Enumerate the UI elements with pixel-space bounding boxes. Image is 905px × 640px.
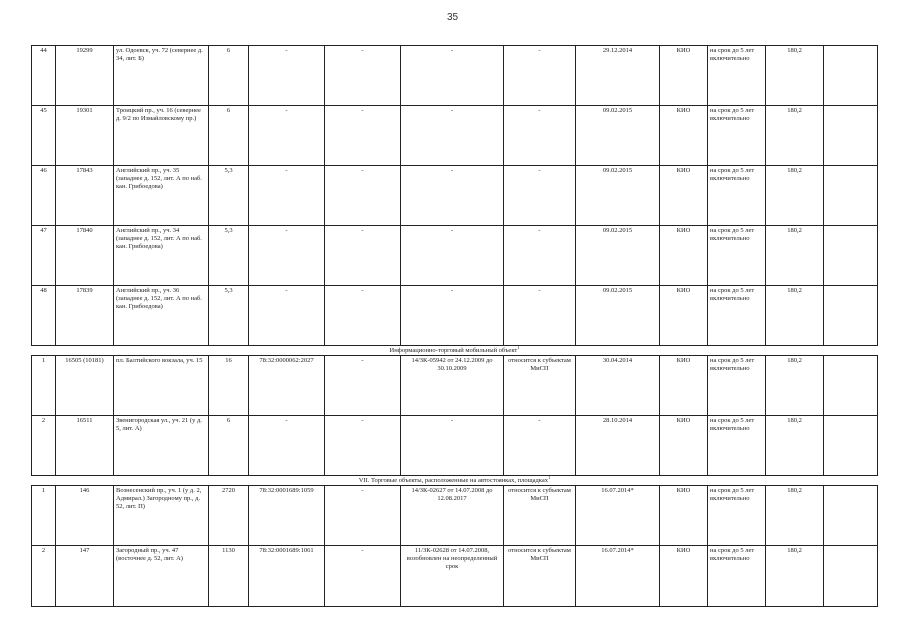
cell-term: на срок до 5 лет включительно	[708, 166, 766, 226]
cell-note: -	[504, 226, 576, 286]
footnote-marker: 1	[517, 345, 520, 350]
cell-date: 09.02.2015	[576, 166, 660, 226]
section-header	[32, 346, 878, 356]
cell-org: КИО	[660, 546, 708, 607]
cell-org: КИО	[660, 46, 708, 106]
table-row	[32, 416, 878, 476]
cell-note: относится к субъектам МиСП	[504, 356, 576, 416]
table-row	[32, 226, 878, 286]
section-title-text: Информационно-торговый мобильный объект	[389, 347, 518, 354]
cell-cadastre: -	[249, 46, 325, 106]
section-title	[32, 346, 878, 356]
cell-area: 1130	[209, 546, 249, 607]
cell-address: Английский пр., уч. 36 (западнее д. 152, лит. А по наб. кан. Грибоедова)	[114, 286, 209, 346]
table-row	[32, 486, 878, 546]
cell-num: 2	[32, 416, 56, 476]
cell-empty	[824, 226, 878, 286]
cell-address: Загородный пр., уч. 47 (восточнее д. 52, лит. А)	[114, 546, 209, 607]
section-title	[32, 476, 878, 486]
cell-code: 16511	[56, 416, 114, 476]
cell-address: ул. Одоевск, уч. 72 (севернее д. 34, лит. Б)	[114, 46, 209, 106]
cell-contract: -	[401, 46, 504, 106]
cell-date: 29.12.2014	[576, 46, 660, 106]
cell-cadastre: -	[249, 286, 325, 346]
cell-empty	[824, 286, 878, 346]
cell-area: 6	[209, 46, 249, 106]
cell-note: -	[504, 166, 576, 226]
cell-n: 180,2	[766, 486, 824, 546]
section-title-text: VII. Торговые объекты, расположенные на автостоянках, площадках	[358, 477, 548, 484]
cell-num: 48	[32, 286, 56, 346]
cell-c6: -	[325, 106, 401, 166]
cell-note: -	[504, 286, 576, 346]
cell-contract: -	[401, 166, 504, 226]
cell-date: 09.02.2015	[576, 286, 660, 346]
table-row	[32, 546, 878, 607]
cell-address: Вознесенский пр., уч. 1 (у д. 2, Адмирал.) Загородному пр., д. 52, лит. П)	[114, 486, 209, 546]
cell-n: 180,2	[766, 356, 824, 416]
cell-empty	[824, 166, 878, 226]
cell-c6: -	[325, 286, 401, 346]
cell-address: Звенигородская ул., уч. 21 (у д. 5, лит. А)	[114, 416, 209, 476]
cell-num: 44	[32, 46, 56, 106]
cell-empty	[824, 486, 878, 546]
cell-code: 19301	[56, 106, 114, 166]
cell-date: 09.02.2015	[576, 106, 660, 166]
table-row	[32, 46, 878, 106]
table-row	[32, 286, 878, 346]
cell-date: 16.07.2014*	[576, 546, 660, 607]
cell-num: 46	[32, 166, 56, 226]
cell-n: 180,2	[766, 106, 824, 166]
cell-term: на срок до 5 лет включительно	[708, 416, 766, 476]
cell-code: 147	[56, 546, 114, 607]
cell-n: 180,2	[766, 286, 824, 346]
cell-cadastre: -	[249, 226, 325, 286]
table-row	[32, 356, 878, 416]
cell-area: 6	[209, 416, 249, 476]
page-number: 35	[446, 12, 459, 23]
cell-area: 5,3	[209, 226, 249, 286]
cell-empty	[824, 356, 878, 416]
cell-contract: -	[401, 226, 504, 286]
cell-term: на срок до 5 лет включительно	[708, 46, 766, 106]
cell-address: пл. Балтийского вокзала, уч. 15	[114, 356, 209, 416]
cell-org: КИО	[660, 106, 708, 166]
cell-num: 47	[32, 226, 56, 286]
cell-empty	[824, 416, 878, 476]
cell-contract: -	[401, 286, 504, 346]
cell-c6: -	[325, 416, 401, 476]
cell-note: относится к субъектам МиСП	[504, 546, 576, 607]
cell-c6: -	[325, 46, 401, 106]
cell-cadastre: -	[249, 166, 325, 226]
cell-contract: 11/ЗК-02628 от 14.07.2008, возобновлен на неопределенный срок	[401, 546, 504, 607]
cell-address: Троицкий пр., уч. 16 (севернее д. 9/2 по Измайловскому пр.)	[114, 106, 209, 166]
cell-contract: -	[401, 416, 504, 476]
cell-term: на срок до 5 лет включительно	[708, 286, 766, 346]
cell-date: 28.10.2014	[576, 416, 660, 476]
cell-num: 1	[32, 486, 56, 546]
section-header	[32, 476, 878, 486]
cell-c6: -	[325, 546, 401, 607]
cell-term: на срок до 5 лет включительно	[708, 546, 766, 607]
cell-term: на срок до 5 лет включительно	[708, 226, 766, 286]
cell-code: 17843	[56, 166, 114, 226]
cell-contract: 14/ЗК-02627 от 14.07.2008 до 12.08.2017	[401, 486, 504, 546]
cell-note: -	[504, 416, 576, 476]
cell-org: КИО	[660, 226, 708, 286]
cell-cadastre: -	[249, 416, 325, 476]
cell-n: 180,2	[766, 166, 824, 226]
cell-cadastre: 78:32:0001689:1061	[249, 546, 325, 607]
cell-note: -	[504, 106, 576, 166]
cell-num: 1	[32, 356, 56, 416]
cell-note: -	[504, 46, 576, 106]
table-row	[32, 166, 878, 226]
cell-area: 2720	[209, 486, 249, 546]
cell-address: Английский пр., уч. 35 (западнее д. 152, лит. А по наб. кан. Грибоедова)	[114, 166, 209, 226]
cell-c6: -	[325, 486, 401, 546]
table-row	[32, 106, 878, 166]
cell-code: 17840	[56, 226, 114, 286]
cell-num: 45	[32, 106, 56, 166]
cell-org: КИО	[660, 416, 708, 476]
cell-empty	[824, 46, 878, 106]
cell-n: 180,2	[766, 416, 824, 476]
cell-cadastre: -	[249, 106, 325, 166]
cell-code: 17839	[56, 286, 114, 346]
cell-org: КИО	[660, 486, 708, 546]
cell-empty	[824, 546, 878, 607]
cell-code: 19299	[56, 46, 114, 106]
cell-n: 180,2	[766, 226, 824, 286]
cell-empty	[824, 106, 878, 166]
cell-area: 5,3	[209, 166, 249, 226]
cell-address: Английский пр., уч. 34 (западнее д. 152, лит. А по наб. кан. Грибоедова)	[114, 226, 209, 286]
footnote-marker: 1	[548, 475, 551, 480]
cell-n: 180,2	[766, 546, 824, 607]
registry-table	[31, 45, 878, 607]
cell-date: 09.02.2015	[576, 226, 660, 286]
cell-num: 2	[32, 546, 56, 607]
cell-contract: 14/ЗК-05942 от 24.12.2009 до 30.10.2009	[401, 356, 504, 416]
cell-code: 16505 (10181)	[56, 356, 114, 416]
cell-area: 6	[209, 106, 249, 166]
cell-n: 180,2	[766, 46, 824, 106]
cell-org: КИО	[660, 166, 708, 226]
cell-org: КИО	[660, 356, 708, 416]
cell-note: относится к субъектам МиСП	[504, 486, 576, 546]
cell-area: 5,3	[209, 286, 249, 346]
cell-date: 16.07.2014*	[576, 486, 660, 546]
cell-contract: -	[401, 106, 504, 166]
cell-c6: -	[325, 356, 401, 416]
cell-cadastre: 78:32:0001689:1059	[249, 486, 325, 546]
cell-term: на срок до 5 лет включительно	[708, 356, 766, 416]
cell-c6: -	[325, 226, 401, 286]
cell-area: 16	[209, 356, 249, 416]
cell-org: КИО	[660, 286, 708, 346]
cell-date: 30.04.2014	[576, 356, 660, 416]
cell-term: на срок до 5 лет включительно	[708, 486, 766, 546]
cell-code: 146	[56, 486, 114, 546]
cell-c6: -	[325, 166, 401, 226]
cell-cadastre: 78:32:0000062:2027	[249, 356, 325, 416]
cell-term: на срок до 5 лет включительно	[708, 106, 766, 166]
